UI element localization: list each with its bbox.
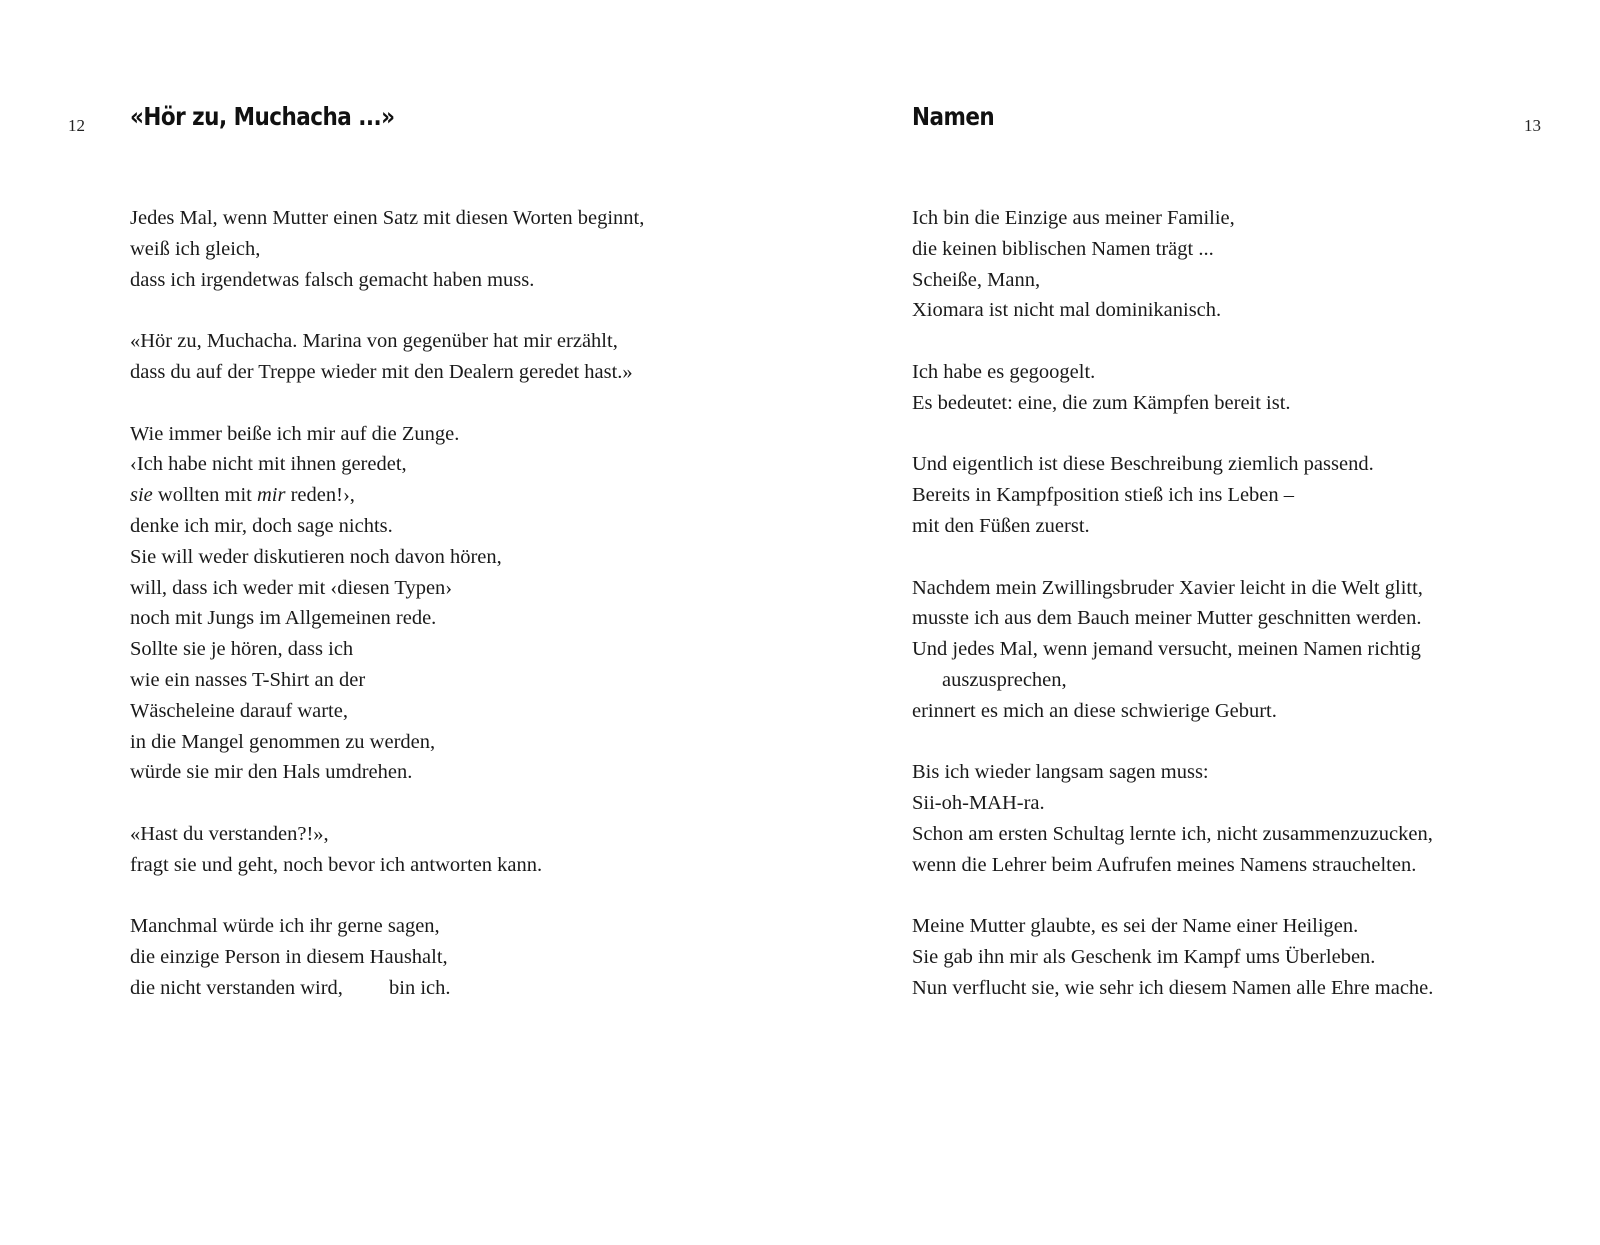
stanza bbox=[130, 326, 644, 388]
line-segment: wollten mit bbox=[152, 484, 257, 507]
poem-line: Bis ich wieder langsam sagen muss: bbox=[912, 761, 1209, 784]
poem-line: «Hör zu, Muchacha. Marina von gegenüber hat mir erzählt, bbox=[130, 330, 618, 353]
stanza bbox=[912, 357, 1433, 419]
poem-line: fragt sie und geht, noch bevor ich antworten kann. bbox=[130, 853, 543, 876]
page-number: 12 bbox=[68, 116, 85, 135]
poem-line: Jedes Mal, wenn Mutter einen Satz mit diesen Worten beginnt, bbox=[130, 207, 645, 229]
poem-line: Nun verflucht sie, wie sehr ich diesem Namen alle Ehre mache. bbox=[912, 976, 1434, 999]
poem-line: in die Mangel genommen zu werden, bbox=[130, 730, 436, 753]
poem-line: Bereits in Kampfposition stieß ich ins Leben – bbox=[912, 484, 1295, 507]
poem-line: die nicht verstanden wird, bin ich. bbox=[130, 976, 451, 999]
stanza bbox=[912, 449, 1433, 541]
poem-line: noch mit Jungs im Allgemeinen rede. bbox=[130, 607, 437, 630]
poem-line: Sie will weder diskutieren noch davon hören, bbox=[130, 545, 502, 568]
italic-word: sie bbox=[130, 484, 153, 507]
poem-line: Nachdem mein Zwillingsbruder Xavier leicht in die Welt glitt, bbox=[912, 576, 1423, 599]
poem-line: Schon am ersten Schultag lernte ich, nicht zusammenzuzucken, bbox=[912, 822, 1433, 845]
page-number: 13 bbox=[1524, 116, 1541, 135]
poem-line: Sollte sie je hören, dass ich bbox=[130, 638, 354, 661]
poem-line: will, dass ich weder mit ‹diesen Typen› bbox=[130, 576, 453, 599]
poem-title: «Hör zu, Muchacha ...» bbox=[130, 102, 395, 131]
stanza bbox=[912, 757, 1433, 880]
poem-body bbox=[912, 203, 1433, 1035]
stanza bbox=[130, 911, 644, 1003]
poem-line: Und jedes Mal, wenn jemand versucht, meinen Namen richtig bbox=[912, 638, 1421, 661]
poem-line: wie ein nasses T-Shirt an der bbox=[130, 668, 366, 691]
poem-line: würde sie mir den Hals umdrehen. bbox=[130, 761, 413, 784]
poem-line: Meine Mutter glaubte, es sei der Name einer Heiligen. bbox=[912, 915, 1359, 938]
poem-line-continuation: auszusprechen, bbox=[942, 668, 1067, 691]
poem-line: Und eigentlich ist diese Beschreibung ziemlich passend. bbox=[912, 453, 1374, 476]
stanza bbox=[130, 419, 644, 789]
poem-line: Es bedeutet: eine, die zum Kämpfen bereit ist. bbox=[912, 391, 1291, 414]
right-page bbox=[800, 0, 1600, 1245]
poem-line: wenn die Lehrer beim Aufrufen meines Namens strauchelten. bbox=[912, 853, 1417, 876]
stanza bbox=[130, 203, 644, 295]
poem-line: die keinen biblischen Namen trägt ... bbox=[912, 237, 1214, 260]
poem-line: dass ich irgendetwas falsch gemacht haben muss. bbox=[130, 268, 535, 291]
line-segment: reden!›, bbox=[285, 484, 355, 507]
stanza bbox=[912, 573, 1433, 727]
poem-line: die einzige Person in diesem Haushalt, bbox=[130, 946, 448, 969]
poem-line: Wie immer beiße ich mir auf die Zunge. bbox=[130, 422, 460, 445]
poem-line: «Hast du verstanden?!», bbox=[130, 822, 329, 845]
poem-line: musste ich aus dem Bauch meiner Mutter geschnitten werden. bbox=[912, 607, 1422, 630]
poem-line: Sii-oh-MAH-ra. bbox=[912, 792, 1045, 815]
poem-line: dass du auf der Treppe wieder mit den Dealern geredet hast.» bbox=[130, 360, 633, 383]
poem-line: erinnert es mich an diese schwierige Geburt. bbox=[912, 699, 1277, 722]
stanza bbox=[912, 911, 1433, 1003]
poem-line: Ich habe es gegoogelt. bbox=[912, 360, 1096, 383]
stanza bbox=[912, 203, 1433, 326]
poem-line: denke ich mir, doch sage nichts. bbox=[130, 514, 393, 537]
stanza bbox=[130, 819, 644, 881]
poem-line: Ich bin die Einzige aus meiner Familie, bbox=[912, 207, 1235, 229]
poem-line: Manchmal würde ich ihr gerne sagen, bbox=[130, 915, 440, 938]
poem-line: weiß ich gleich, bbox=[130, 237, 261, 260]
poem-line: Sie gab ihn mir als Geschenk im Kampf ums Überleben. bbox=[912, 946, 1376, 969]
poem-line-italic bbox=[130, 480, 644, 511]
poem-line: Scheiße, Mann, bbox=[912, 268, 1041, 291]
poem-line: Xiomara ist nicht mal dominikanisch. bbox=[912, 299, 1222, 322]
poem-body bbox=[130, 203, 644, 1035]
poem-line: Wäscheleine darauf warte, bbox=[130, 699, 348, 722]
italic-word: mir bbox=[256, 484, 286, 507]
poem-line: mit den Füßen zuerst. bbox=[912, 514, 1090, 537]
poem-title: Namen bbox=[912, 102, 995, 131]
poem-line: ‹Ich habe nicht mit ihnen geredet, bbox=[130, 453, 407, 476]
